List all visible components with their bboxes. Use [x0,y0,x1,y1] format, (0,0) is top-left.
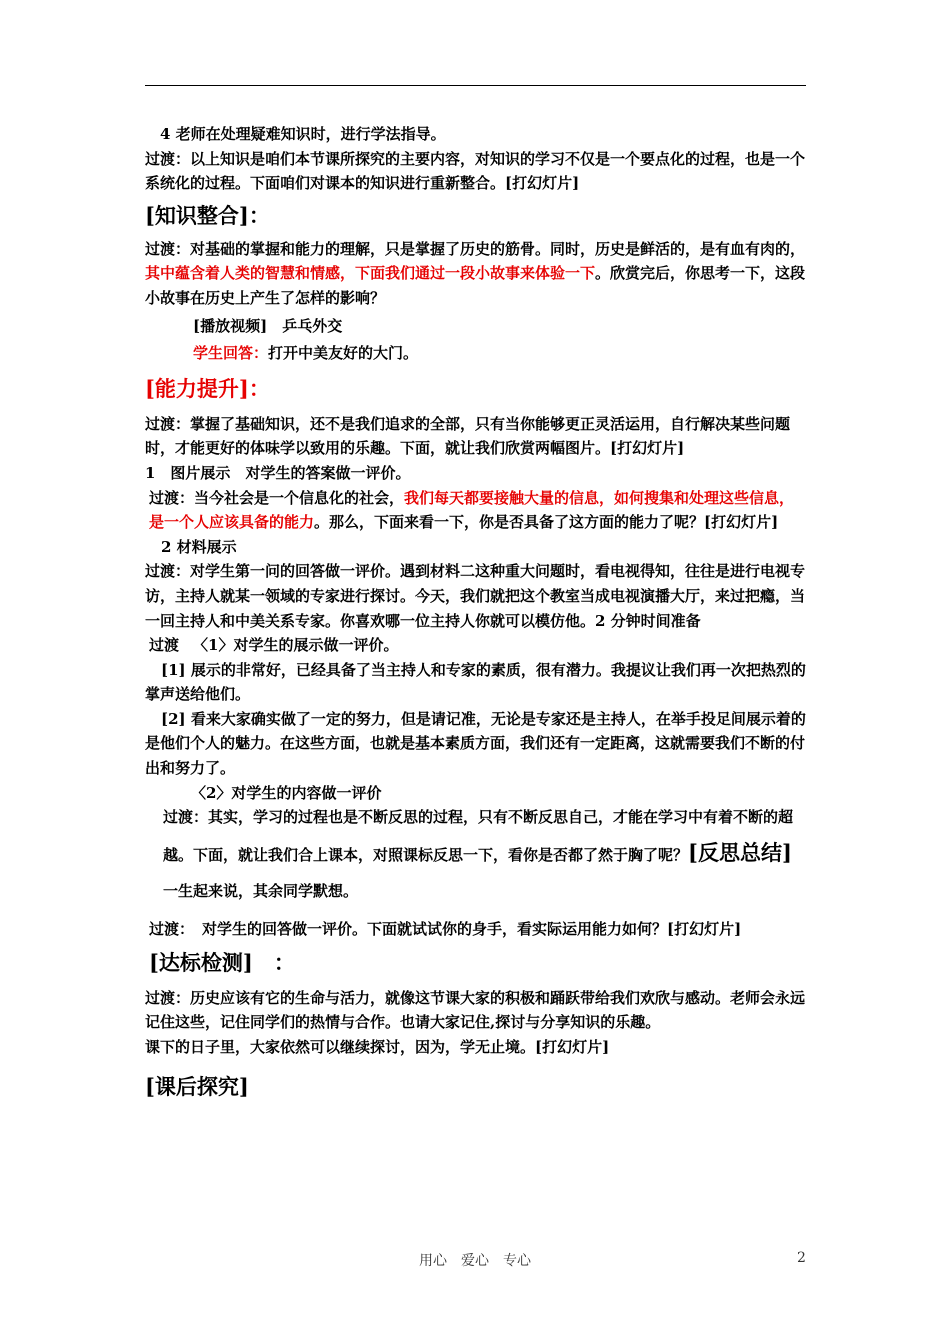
section-heading-ability-improvement: [能力提升]： [145,375,270,401]
lead-label: 过渡： [149,488,195,507]
paragraph-transition-6 [145,633,806,658]
lead-label: 过渡： [145,988,191,1007]
paragraph-transition-8 [145,917,806,942]
paragraph-text: 历史应该有它的生命与活力，就像这节课大家的积极和踊跃带给我们欢欣与感动。老师会永远记住这些，记住同学们的热情与合作。也请大家记住,探讨与分享知识的乐趣。 [145,988,806,1032]
footer-motto: 用心 爱心 专心 [419,1253,531,1269]
paragraph-text: 。欣赏完后，你思考一下，这段小故事在历史上产生了怎样的影响？ [145,264,806,307]
lead-label: 过渡： [145,414,191,433]
material-display-line: 2 材料展示 [161,537,237,556]
paragraph-text: 当今社会是一个信息化的社会， [194,488,405,507]
paragraph-text: 。那么，下面来看一下，你是否具备了这方面的能力了呢？[打幻灯片] [314,513,779,532]
highlighted-text: 其中蕴含着人类的智慧和情感，下面我们通过一段小故事来体验一下 [145,264,596,283]
paragraph-transition-7 [145,799,806,909]
section-heading-after-class-inquiry: [课后探究] [145,1073,249,1099]
paragraph-text: 对基础的掌握和能力的理解，只是掌握了历史的筋骨。同时，历史是鲜活的，是有血有肉的， [190,239,806,258]
paragraph-item4: 4 老师在处理疑难知识时，进行学法指导。 [160,125,446,143]
closing-line: 课下的日子里，大家依然可以继续探讨，因为，学无止境。[打幻灯片] [145,1038,610,1057]
paragraph-text: 掌握了基础知识，还不是我们追求的全部，只有当你能够更正灵活运用，自行解决某些问题时，才能更好的体味学以致用的乐趣。下面，就让我们欣赏两幅图片。[打幻灯片] [145,414,791,458]
evaluation-item-1: [1] 展示的非常好，已经具备了当主持人和专家的素质，很有潜力。我提议让我们再一次把热烈的掌声送给他们。 [145,660,806,704]
lead-label: 过渡： [163,808,209,827]
reflection-summary-heading: [反思总结] [688,840,792,866]
content-evaluation-line: 〈2〉对学生的内容做一评价 [191,783,382,802]
paragraph-transition-5 [145,559,806,633]
document-body [145,122,806,1102]
paragraph-transition-1 [145,147,806,196]
student-answer-line [145,341,806,366]
paragraph-transition-3 [145,412,806,461]
picture-display-line: 1 图片展示 对学生的答案做一评价。 [145,463,411,482]
page-number: 2 [797,1250,806,1266]
paragraph-text: 打开中美友好的大门。 [268,344,419,363]
section-heading-standard-test: [达标检测] ： [149,949,295,975]
section-heading-knowledge-integration: [知识整合]： [145,202,270,228]
header-rule [145,85,806,86]
lead-label: 过渡： [145,239,191,258]
lead-label: 过渡： [149,920,195,939]
paragraph-text: 对学生第一问的回答做一评价。遇到材料二这种重大问题时，看电视得知，往往是进行电视专访，主持人就某一领域的专家进行探讨。今天，我们就把这个教室当成电视演播大厅，来过把瘾，当一回主持人和中美关系专家。你喜欢哪一位主持人你就可以模仿他。2 分钟时间准备 [145,562,806,630]
paragraph-transition-9 [145,986,806,1035]
paragraph-transition-4 [145,486,806,535]
highlighted-text: 我们每天都要接触大量的信息，如何搜集和处理这些信息，是一个人应该具备的能力 [149,488,795,532]
lead-label: 过渡： [145,149,191,168]
evaluation-item-2: [2] 看来大家确实做了一定的努力，但是请记准，无论是专家还是主持人，在举手投足间展示着的是他们个人的魅力。在这些方面，也就是基本素质方面，我们还有一定距离，这就需要我们不断的付出和努力了。 [145,709,806,778]
paragraph-text: 以上知识是咱们本节课所探究的主要内容，对知识的学习不仅是一个要点化的过程，也是一个系统化的过程。下面咱们对课本的知识进行重新整合。[打幻灯片] [145,149,806,193]
lead-label: 过渡： [145,562,191,581]
lead-label: 过渡 [149,636,180,655]
paragraph-text: 〈1〉对学生的展示做一评价。 [193,636,399,655]
student-answer-label: 学生回答： [193,344,269,363]
paragraph-text: 对学生的回答做一评价。下面就试试你的身手，看实际运用能力如何？[打幻灯片] [202,920,742,939]
paragraph-transition-2 [145,237,806,311]
paragraph-text: 一生起来说，其余同学默想。 [163,882,359,901]
paragraph-text: 其实，学习的过程也是不断反思的过程，只有不断反思自己，才能在学习中有着不断的超越。下面，就让我们合上课本，对照课标反思一下，看你是否都了然于胸了呢？ [163,808,794,865]
video-line: [播放视频] 乒乓外交 [193,316,343,335]
